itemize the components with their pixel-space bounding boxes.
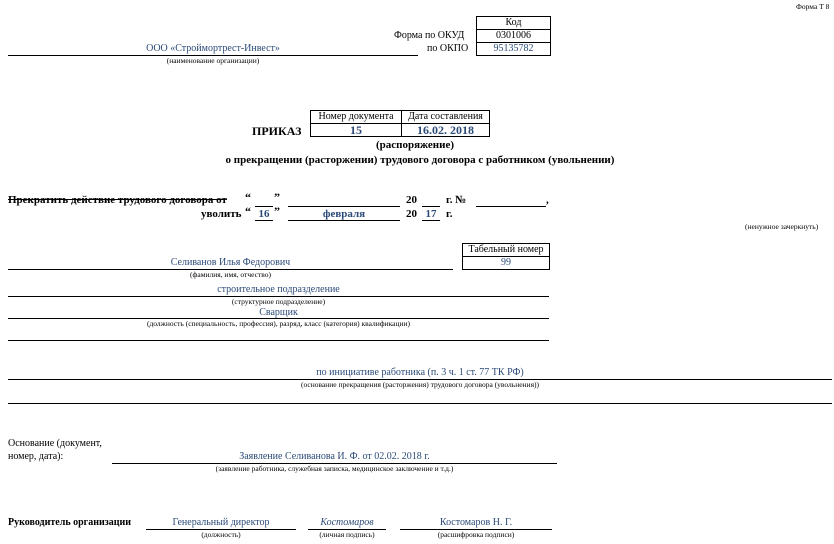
- document-subtitle-2: о прекращении (расторжении) трудового договора с работником (увольнении): [225, 154, 615, 166]
- document-subtitle-1: (распоряжение): [375, 139, 454, 151]
- head-position: Генеральный директор: [172, 517, 270, 528]
- okpo-value: 95135782: [493, 43, 534, 54]
- reason-caption: (основание прекращения (расторжения) трудового договора (увольнения)): [300, 380, 540, 389]
- head-signature-caption: (личная подпись): [319, 530, 375, 539]
- okud-label: Форма по ОКУД: [394, 30, 465, 41]
- form-label: Форма Т 8: [796, 2, 830, 11]
- reason-value: по инициативе работника (п. 3 ч. 1 ст. 77 ТК РФ): [316, 367, 524, 378]
- employee-name-caption: (фамилия, имя, отчество): [190, 270, 271, 279]
- employee-name: Селиванов Илья Федорович: [170, 257, 291, 268]
- date-header: Дата составления: [408, 111, 483, 122]
- organization-caption: (наименование организации): [166, 56, 260, 65]
- comma: ,: [546, 194, 549, 206]
- position: Сварщик: [259, 307, 298, 318]
- code-header: Код: [505, 17, 522, 28]
- quote-open-1: “: [245, 190, 251, 204]
- head-name: Костомаров Н. Г.: [439, 517, 513, 528]
- quote-close-1: ”: [274, 190, 280, 204]
- okpo-label: по ОКПО: [427, 43, 469, 54]
- document-date: 16.02. 2018: [417, 123, 474, 137]
- tab-number-header: Табельный номер: [468, 244, 544, 255]
- termination-line1: Прекратить действие трудового договора от: [8, 194, 227, 206]
- position-caption: (должность (специальность, профессия), разряд, класс (категория) квалификации): [146, 319, 411, 328]
- head-name-caption: (расшифровка подписи): [437, 530, 515, 539]
- number-header: Номер документа: [318, 111, 394, 122]
- basis-label-2: номер, дата):: [8, 451, 64, 462]
- dismiss-label: уволить: [201, 208, 242, 220]
- basis-caption: (заявление работника, служебная записка, медицинское заключение и т.д.): [215, 464, 454, 473]
- strike-note: (ненужное зачеркнуть): [745, 222, 819, 231]
- head-label: Руководитель организации: [8, 517, 132, 528]
- head-position-caption: (должность): [201, 530, 241, 539]
- dismiss-day: 16: [258, 208, 270, 220]
- organization-name: ООО «Строймортрест-Инвест»: [146, 43, 280, 54]
- year-prefix-1: 20: [406, 194, 417, 206]
- basis-value: Заявление Селиванова И. Ф. от 02.02. 2018 г.: [239, 451, 430, 462]
- department-caption: (структурное подразделение): [231, 297, 326, 306]
- document-title: ПРИКАЗ: [252, 124, 302, 138]
- tab-number-value: 99: [501, 257, 511, 268]
- document-number: 15: [350, 123, 362, 137]
- g-no: г. №: [446, 194, 467, 206]
- okud-value: 0301006: [496, 30, 531, 41]
- dismiss-g: г.: [446, 208, 453, 220]
- quote-close-2: ”: [274, 204, 280, 218]
- quote-open-2: “: [245, 204, 251, 218]
- department: строительное подразделение: [217, 284, 340, 295]
- year-prefix-2: 20: [406, 208, 417, 220]
- basis-label-1: Основание (документ,: [8, 438, 102, 449]
- dismiss-month: февраля: [322, 208, 366, 220]
- dismiss-year: 17: [425, 208, 437, 220]
- head-signature: Костомаров: [320, 517, 374, 528]
